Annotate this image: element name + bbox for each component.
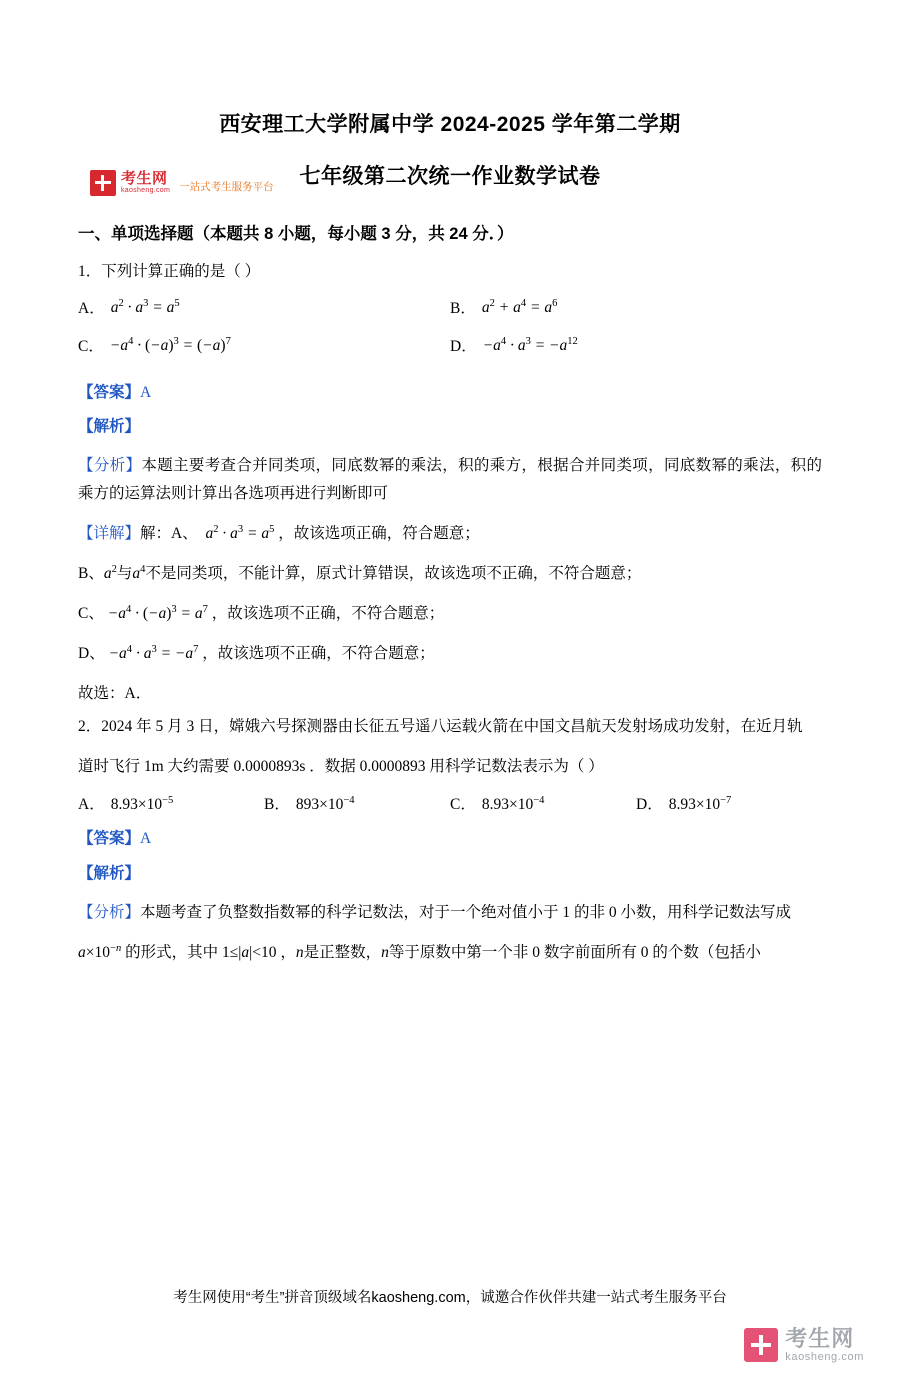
q2-range-math: 1≤|a|<10: [221, 943, 277, 961]
answer-value: A: [140, 383, 152, 401]
q2-fenxi-text-3: 小数，用科学记数法写成: [620, 903, 792, 921]
xiangjie-label: 【详解】: [78, 525, 141, 543]
q2-num-0b: 0: [640, 943, 649, 961]
q2-option-c[interactable]: [450, 792, 636, 814]
logo-domain: kaosheng.com: [121, 187, 171, 195]
q2-fenxi-text-1: 本题考查了负整数指数幂的科学记数法，对于一个绝对值小于: [140, 903, 559, 921]
detail-a-post: ，故该选项正确，符合题意；: [278, 525, 480, 543]
q2-fenxi-line2-e: 数字前面所有: [543, 943, 637, 961]
fenxi-text: 本题主要考查合并同类项，同底数幂的乘法，积的乘方，根据合并同类项，同底数幂的乘法，积的乘方的运算法则计算出各选项再进行判断即可: [78, 457, 822, 503]
detail-d-post: ，故该选项不正确，不符合题意；: [202, 644, 435, 662]
option-b[interactable]: [450, 296, 822, 318]
question-1-stem: 1．下列计算正确的是（ ）: [78, 263, 261, 280]
question-1-detail-d: [78, 640, 822, 668]
watermark-name: 考生网: [785, 1325, 855, 1351]
question-2-fenxi: [78, 899, 822, 927]
question-2-stem-line1: 2．2024 年 5 月 3 日，嫦娥六号探测器由长征五号遥八运载火箭在中国文昌航天发射场成功发射，在近月轨: [78, 718, 803, 736]
q2-option-c-math: $8.93\times 10^{-4}$: [481, 795, 545, 814]
q2-stem-pre: 道时飞行 1m 大约需要: [78, 758, 230, 776]
q2-fenxi-label: 【分析】: [78, 903, 141, 921]
question-2-fenxi-line2: [78, 939, 822, 967]
detail-b-pre: B、: [78, 564, 104, 582]
page-title-line2: 七年级第二次统一作业数学试卷: [299, 165, 601, 188]
q2-option-b-math: $893\times 10^{-4}$: [295, 795, 355, 814]
analysis-label: 【解析】: [78, 417, 141, 435]
option-d-label: D．: [450, 337, 477, 355]
q2-fenxi-num1: 1: [562, 903, 571, 921]
watermark-text: [785, 1327, 864, 1363]
option-d-math: $-a^4 \cdot a^3 = -a^{12}$: [482, 336, 578, 355]
q2-answer-value: A: [140, 830, 152, 848]
detail-b-post: 不是同类项，不能计算，原式计算错误，故该选项不正确，不符合题意；: [145, 564, 642, 582]
q2-fenxi-line2-c: 是正整数，: [303, 943, 382, 961]
site-logo: [90, 170, 274, 196]
section-heading: 一、单项选择题（本题共 8 小题，每小题 3 分，共 24 分．）: [78, 225, 514, 243]
detail-c-math: $-a^4 \cdot (-a)^3 = a^7$: [103, 603, 208, 622]
logo-name: 考生网: [121, 170, 168, 188]
question-1-detail-c: [78, 600, 822, 628]
fenxi-label: 【分析】: [78, 457, 142, 475]
question-2-options: [78, 792, 822, 818]
option-a[interactable]: [78, 296, 450, 318]
question-1-options: [78, 296, 822, 372]
q2-option-a-math: $8.93\times 10^{-5}$: [110, 795, 174, 814]
detail-d-math: $-a^4 \cdot a^3 = -a^7$: [104, 643, 199, 662]
question-2-analysis-label: [78, 861, 822, 887]
option-c-math: $-a^4 \cdot (-a)^3 = (-a)^7$: [109, 336, 231, 355]
q2-var-n-1: n: [295, 943, 304, 961]
document-page: [0, 108, 900, 1381]
question-1-analysis-label: [78, 414, 822, 440]
option-c-label: C．: [78, 337, 104, 355]
q2-option-a[interactable]: [78, 792, 264, 814]
detail-a-pre: 解：A、: [140, 525, 198, 543]
q2-option-a-label: A．: [78, 796, 105, 814]
detail-d-pre: D、: [78, 644, 105, 662]
option-b-math: $a^2 + a^4 = a^6$: [481, 298, 558, 317]
q2-option-b[interactable]: [264, 792, 450, 814]
detail-a-math: $a^2 \cdot a^3 = a^5$: [205, 523, 275, 543]
q2-stem-value: 0.0000893s: [233, 758, 306, 776]
answer-label: 【答案】: [78, 383, 141, 401]
page-title-line1: 西安理工大学附属中学 2024-2025 学年第二学期: [219, 113, 681, 136]
detail-c-post: ，故该选项不正确，不符合题意；: [211, 604, 445, 622]
option-b-label: B．: [450, 299, 476, 317]
option-a-label: A．: [78, 299, 105, 317]
q2-option-b-label: B．: [264, 796, 290, 814]
question-1-answer: [78, 380, 822, 406]
watermark-domain: kaosheng.com: [785, 1350, 864, 1363]
watermark-mark-icon: [744, 1328, 778, 1362]
q2-option-d-math: $8.93\times 10^{-7}$: [668, 795, 732, 814]
logo-text: [121, 171, 170, 194]
question-1-fenxi: [78, 452, 822, 508]
question-2-answer: [78, 826, 822, 852]
q2-answer-label: 【答案】: [78, 830, 141, 848]
q2-fenxi-line2-a: 的形式，其中: [125, 943, 219, 961]
q2-fenxi-num0: 0: [608, 903, 617, 921]
option-d[interactable]: [450, 334, 822, 356]
option-c[interactable]: [78, 334, 450, 356]
question-1-detail-a: [78, 520, 822, 548]
page-footer: 考生网使用“考生”拼音顶级域名kaosheng.com，诚邀合作伙伴共建一站式考生服务平台: [173, 1290, 727, 1306]
watermark: [744, 1327, 864, 1363]
q2-option-d[interactable]: [636, 792, 822, 814]
q2-fenxi-text-2: 的非: [574, 903, 606, 921]
detail-b-math1: $a^2$: [103, 563, 117, 582]
q2-sci-form: $a\times 10^{-n}$: [78, 942, 122, 961]
detail-c-pre: C、: [78, 604, 104, 622]
q2-option-d-label: D．: [636, 796, 663, 814]
detail-b-mid: 与: [116, 564, 133, 582]
question-2-stem-line2: [78, 753, 822, 781]
question-1-detail-b: [78, 560, 822, 588]
q2-option-c-label: C．: [450, 796, 476, 814]
detail-b-math2: $a^4$: [132, 563, 146, 582]
q2-var-n-2: n: [381, 943, 389, 961]
q2-fenxi-line2-d: 等于原数中第一个非: [388, 943, 529, 961]
q2-analysis-label: 【解析】: [78, 864, 141, 882]
option-a-math: $a^2 \cdot a^3 = a^5$: [110, 298, 180, 317]
logo-mark-icon: [90, 170, 116, 196]
q2-fenxi-line2-f: 的个数（包括小: [652, 943, 761, 961]
q2-stem-mid: ．数据 0.0000893 用科学记数法表示为（ ）: [309, 758, 604, 776]
logo-slogan: 一站式考生服务平台: [179, 181, 274, 193]
question-1-conclusion: 故选：A．: [78, 684, 152, 702]
q2-num-0a: 0: [532, 943, 541, 961]
q2-fenxi-line2-b: ，: [280, 943, 296, 961]
